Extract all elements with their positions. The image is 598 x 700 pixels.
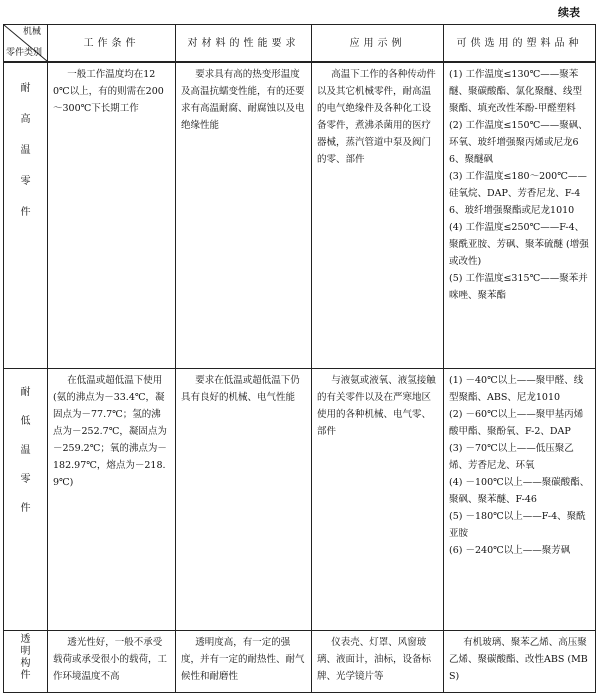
corner-header-top: 机械 [22,27,41,37]
requirements-cell: 要求在低温或超低温下仍具有良好的机械、电气性能 [176,368,312,630]
plastic-option: (2) 工作温度≤150℃——聚砜、环氧、玻纤增强聚丙烯或尼龙66、聚醚砜 [449,120,588,165]
examples-cell: 仪表壳、灯罩、风窗玻璃、液面计，油标，设备标牌、光学镜片等 [312,630,444,692]
plastic-option: 有机玻璃、聚苯乙烯、高压聚乙烯、聚碳酸酯、改性ABS (MBS) [449,636,588,682]
plastic-option: (1) －40℃以上——聚甲醛、线型聚酯、ABS、尼龙1010 [449,374,584,403]
conditions-cell: 在低温或超低温下使用 (氨的沸点为－33.4℃，凝固点为－77.7℃；氢的沸点为－252.7℃，凝固点为－259.2℃；氧的沸点为－182.97℃，熔点为－218.9℃) [48,368,176,630]
plastic-option: (6) －240℃以上——聚芳砜 [449,544,571,556]
header-examples: 应用示例 [312,25,444,63]
plastic-option: (3) 工作温度≤180～200℃——硅氧烷、DAP、芳香尼龙、F-46、玻纤增强聚酯或尼龙1010 [449,171,587,216]
examples-cell: 与液氨或液氧、液氢接触的有关零件以及在严寒地区使用的各种机械、电气零、部件 [312,368,444,630]
plastic-option: (4) －100℃以上——聚碳酸酯、聚砜、聚苯醚、F-46 [449,476,590,505]
category-cell [4,630,48,692]
table-header-row [4,25,596,63]
continued-label: 续表 [558,6,580,19]
table-row [4,368,596,630]
category-label: 透 明 构 件 [20,633,31,681]
plastic-option: (1) 工作温度≤130℃——聚苯醚、聚碳酸酯、氯化聚醚、线型聚酯、填充改性苯酚-甲醛塑料 [449,69,583,114]
examples-cell: 高温下工作的各种传动件以及其它机械零件，耐高温的电气绝缘件及各种化工设备零件，煮沸杀菌用的医疗器械，蒸汽管道中泵及阀门的零、部件 [312,62,444,368]
table-row [4,630,596,692]
category-cell [4,368,48,630]
plastics-selection-table [3,24,596,693]
conditions-cell: 透光性好，一般不承受载荷或承受很小的载荷，工作环境温度不高 [48,630,176,692]
plastic-option: (5) 工作温度≤315℃——聚苯并咪唑、聚苯酯 [449,273,588,301]
requirements-cell: 透明度高，有一定的强度，并有一定的耐热性、耐气候性和耐磨性 [176,630,312,692]
plastics-cell [444,62,596,368]
category-label: 耐 低 温 零 件 [20,386,31,514]
header-requirements: 对材料的性能要求 [176,25,312,63]
conditions-cell: 一般工作温度均在120℃以上，有的则需在200～300℃下长期工作 [48,62,176,368]
table-row [4,62,596,368]
corner-header-bottom: 零件类别 [6,48,43,58]
corner-header-cell [4,25,48,63]
plastic-option: (5) －180℃以上——F-4、聚酰亚胺 [449,510,586,539]
category-label: 耐 高 温 零 件 [20,83,31,218]
plastics-cell [444,630,596,692]
plastic-option: (3) －70℃以上——低压聚乙烯、芳香尼龙、环氧 [449,442,574,471]
category-cell [4,62,48,368]
header-plastics: 可供选用的塑料品种 [444,25,596,63]
plastics-cell [444,368,596,630]
requirements-cell: 要求具有高的热变形温度及高温抗蠕变性能，有的还要求有高温耐腐、耐腐蚀以及电绝缘性能 [176,62,312,368]
plastic-option: (2) －60℃以上——聚甲基丙烯酸甲酯、聚酚氧、F-2、DAP [449,408,584,437]
plastic-option: (4) 工作温度≤250℃——F-4、聚酰亚胺、芳砜、聚苯硫醚 (增强或改性) [449,222,589,267]
header-conditions: 工作条件 [48,25,176,63]
